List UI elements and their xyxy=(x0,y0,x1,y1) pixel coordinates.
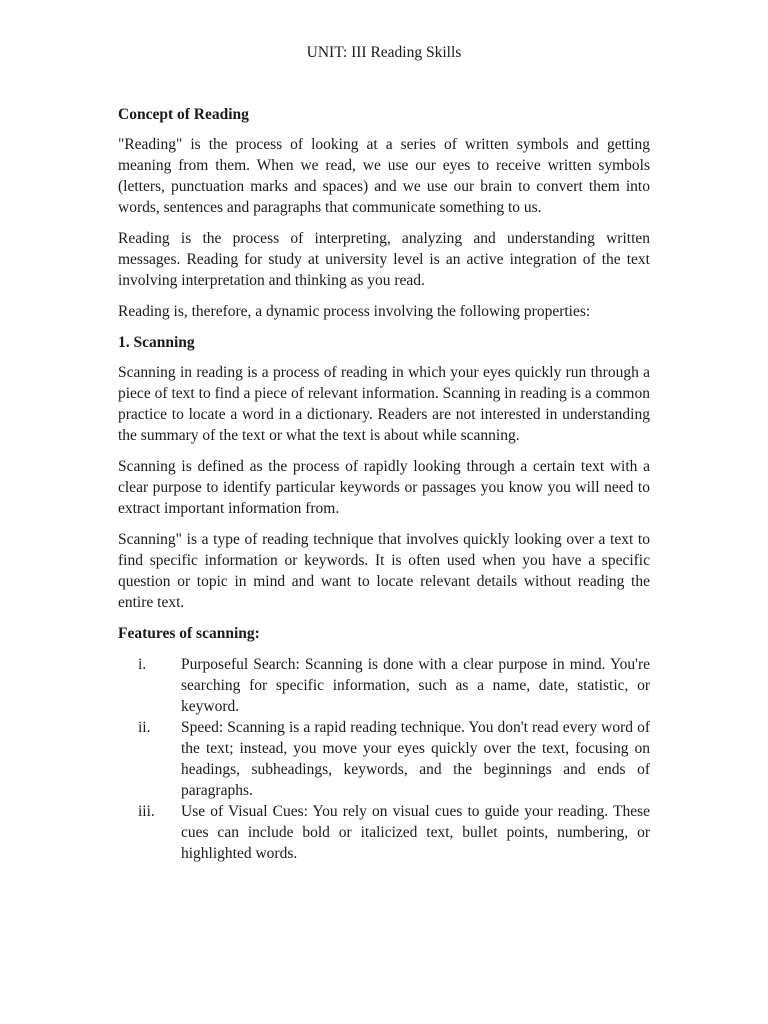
features-list xyxy=(118,654,650,864)
features-of-scanning-heading: Features of scanning: xyxy=(118,625,260,642)
unit-title: UNIT: III Reading Skills xyxy=(306,44,462,61)
list-marker: iii. xyxy=(138,803,155,820)
list-item xyxy=(118,801,650,864)
scanning-paragraph-3: Scanning" is a type of reading technique that involves quickly looking over a text to find specific information or keywords. It is often used when you have a specific question or topic in mind and want to locate relevant details without reading the entire text. xyxy=(118,531,650,611)
list-item xyxy=(118,654,650,717)
scanning-heading: 1. Scanning xyxy=(118,334,195,351)
concept-of-reading-heading: Concept of Reading xyxy=(118,106,249,123)
intro-paragraph-1: "Reading" is the process of looking at a series of written symbols and getting meaning from them. When we read, we use our eyes to receive written symbols (letters, punctuation marks and spaces) and we use our brain to convert them into words, sentences and paragraphs that communicate something to us. xyxy=(118,136,650,216)
scanning-paragraph-2: Scanning is defined as the process of rapidly looking through a certain text with a clear purpose to identify particular keywords or passages you know you will need to extract important information from. xyxy=(118,458,650,517)
list-marker: ii. xyxy=(138,719,151,736)
list-item-text: Use of Visual Cues: You rely on visual cues to guide your reading. These cues can include bold or italicized text, bullet points, numbering, or highlighted words. xyxy=(181,803,650,862)
document-body xyxy=(118,104,650,864)
scanning-paragraph-1: Scanning in reading is a process of reading in which your eyes quickly run through a piece of text to find a piece of relevant information. Scanning in reading is a common practice to locate a word in a dictionary. Readers are not interested in understanding the summary of the text or what the text is about while scanning. xyxy=(118,364,650,444)
list-item-text: Purposeful Search: Scanning is done with a clear purpose in mind. You're searching for specific information, such as a name, date, statistic, or keyword. xyxy=(181,656,650,715)
intro-paragraph-2: Reading is the process of interpreting, analyzing and understanding written messages. Reading for study at university level is an active integration of the text involving interpretation and thinking as you read. xyxy=(118,230,650,289)
list-item xyxy=(118,717,650,801)
intro-paragraph-3: Reading is, therefore, a dynamic process involving the following properties: xyxy=(118,303,591,320)
list-item-text: Speed: Scanning is a rapid reading technique. You don't read every word of the text; instead, you move your eyes quickly over the text, focusing on headings, subheadings, keywords, and the beginnings and ends of paragraphs. xyxy=(181,719,650,799)
list-marker: i. xyxy=(138,656,147,673)
